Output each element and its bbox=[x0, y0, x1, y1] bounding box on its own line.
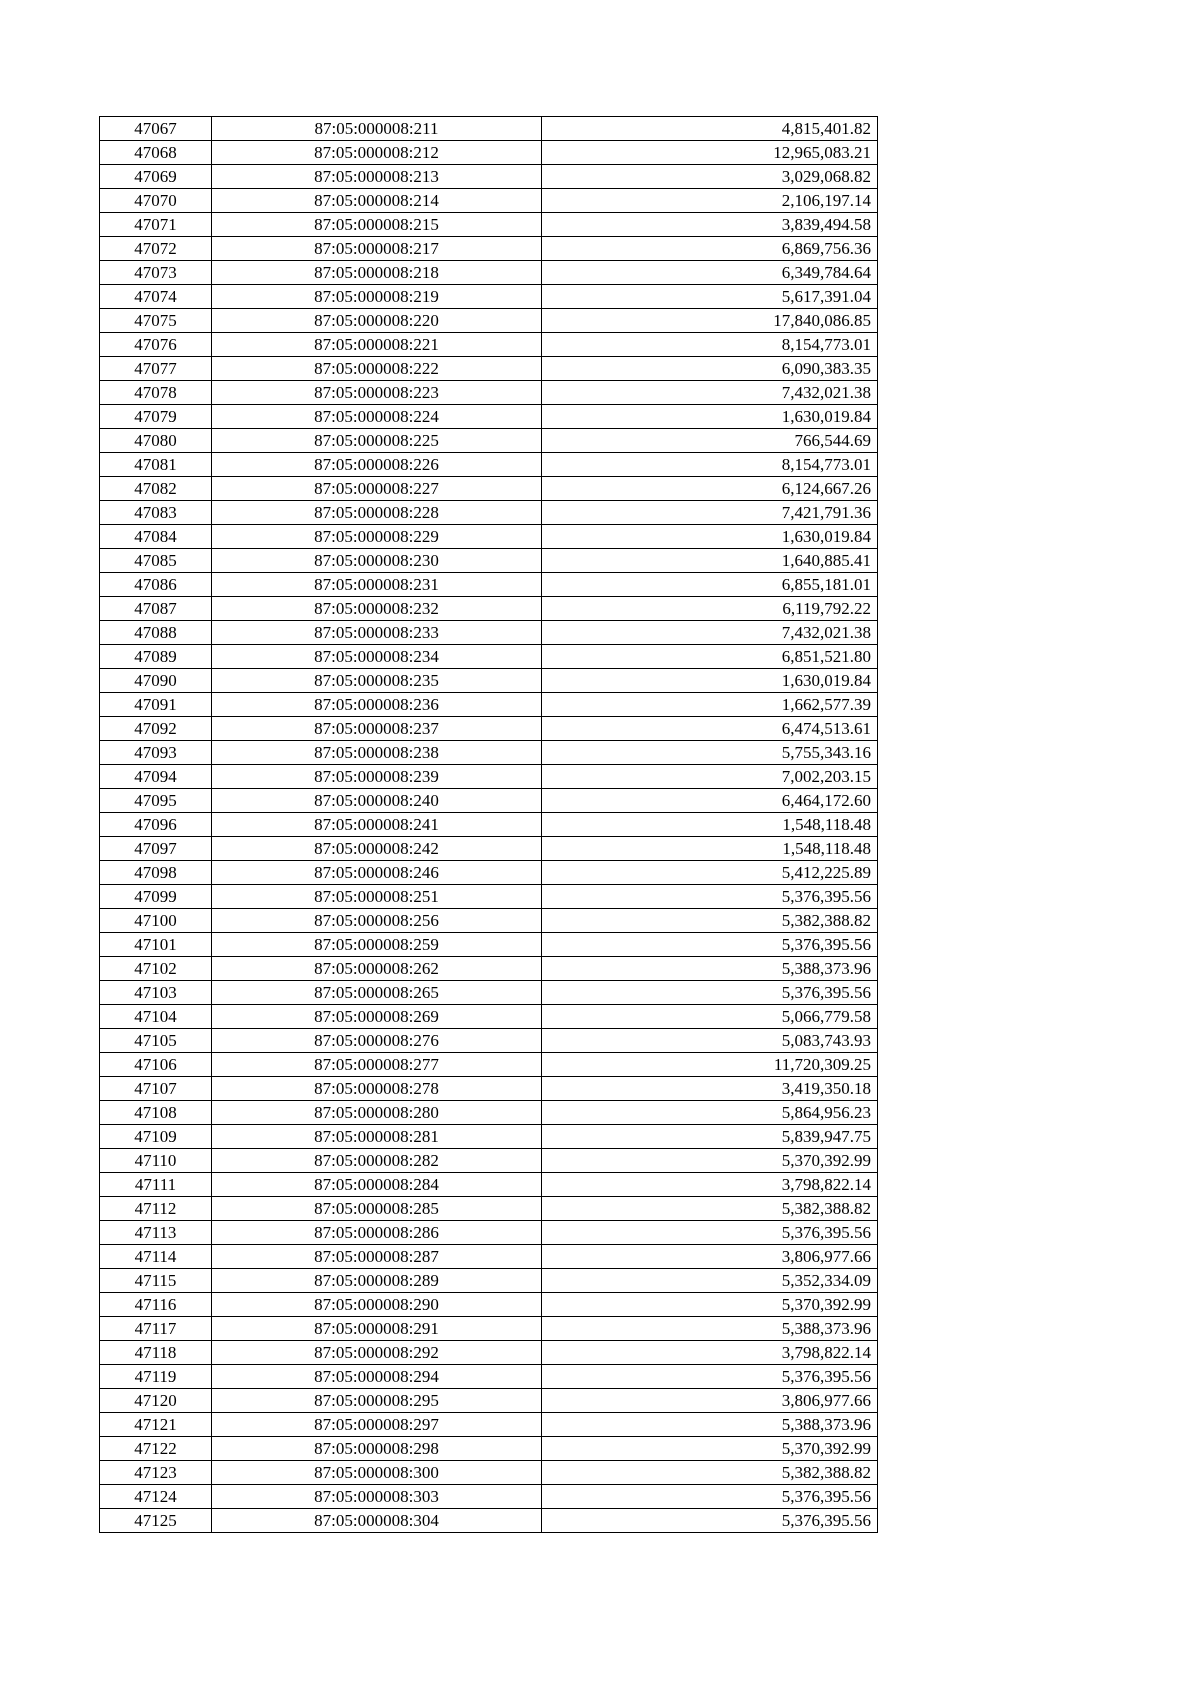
cadastral-number-cell: 87:05:000008:278 bbox=[212, 1077, 542, 1101]
cadastral-value-cell: 4,815,401.82 bbox=[542, 117, 878, 141]
cadastral-number-cell: 87:05:000008:289 bbox=[212, 1269, 542, 1293]
row-number-cell: 47090 bbox=[100, 669, 212, 693]
row-number-cell: 47088 bbox=[100, 621, 212, 645]
cadastral-number-cell: 87:05:000008:237 bbox=[212, 717, 542, 741]
cadastral-value-cell: 6,090,383.35 bbox=[542, 357, 878, 381]
row-number-cell: 47110 bbox=[100, 1149, 212, 1173]
cadastral-number-cell: 87:05:000008:218 bbox=[212, 261, 542, 285]
table-row bbox=[100, 861, 878, 885]
table-row bbox=[100, 1149, 878, 1173]
cadastral-number-cell: 87:05:000008:265 bbox=[212, 981, 542, 1005]
row-number-cell: 47119 bbox=[100, 1365, 212, 1389]
cadastral-value-cell: 5,066,779.58 bbox=[542, 1005, 878, 1029]
row-number-cell: 47097 bbox=[100, 837, 212, 861]
cadastral-number-cell: 87:05:000008:304 bbox=[212, 1509, 542, 1533]
table-row bbox=[100, 309, 878, 333]
cadastral-number-cell: 87:05:000008:291 bbox=[212, 1317, 542, 1341]
table-row bbox=[100, 1005, 878, 1029]
table-row bbox=[100, 213, 878, 237]
cadastral-value-cell: 1,640,885.41 bbox=[542, 549, 878, 573]
cadastral-number-cell: 87:05:000008:259 bbox=[212, 933, 542, 957]
table-row bbox=[100, 717, 878, 741]
row-number-cell: 47120 bbox=[100, 1389, 212, 1413]
cadastral-number-cell: 87:05:000008:221 bbox=[212, 333, 542, 357]
cadastral-value-cell: 5,755,343.16 bbox=[542, 741, 878, 765]
table-row bbox=[100, 645, 878, 669]
row-number-cell: 47103 bbox=[100, 981, 212, 1005]
table-row bbox=[100, 1101, 878, 1125]
table-row bbox=[100, 1221, 878, 1245]
table-row bbox=[100, 1293, 878, 1317]
cadastral-number-cell: 87:05:000008:234 bbox=[212, 645, 542, 669]
row-number-cell: 47091 bbox=[100, 693, 212, 717]
table-row bbox=[100, 1197, 878, 1221]
table-row bbox=[100, 477, 878, 501]
cadastral-number-cell: 87:05:000008:227 bbox=[212, 477, 542, 501]
table-row bbox=[100, 813, 878, 837]
cadastral-value-cell: 7,432,021.38 bbox=[542, 621, 878, 645]
cadastral-value-cell: 3,029,068.82 bbox=[542, 165, 878, 189]
table-body bbox=[100, 117, 878, 1533]
row-number-cell: 47109 bbox=[100, 1125, 212, 1149]
cadastral-number-cell: 87:05:000008:214 bbox=[212, 189, 542, 213]
cadastral-value-cell: 7,002,203.15 bbox=[542, 765, 878, 789]
row-number-cell: 47114 bbox=[100, 1245, 212, 1269]
row-number-cell: 47112 bbox=[100, 1197, 212, 1221]
row-number-cell: 47083 bbox=[100, 501, 212, 525]
cadastral-value-cell: 1,630,019.84 bbox=[542, 525, 878, 549]
cadastral-value-cell: 5,083,743.93 bbox=[542, 1029, 878, 1053]
cadastral-value-cell: 6,851,521.80 bbox=[542, 645, 878, 669]
cadastral-value-cell: 1,662,577.39 bbox=[542, 693, 878, 717]
cadastral-number-cell: 87:05:000008:300 bbox=[212, 1461, 542, 1485]
row-number-cell: 47117 bbox=[100, 1317, 212, 1341]
table-row bbox=[100, 405, 878, 429]
row-number-cell: 47108 bbox=[100, 1101, 212, 1125]
row-number-cell: 47084 bbox=[100, 525, 212, 549]
table-row bbox=[100, 525, 878, 549]
cadastral-value-cell: 12,965,083.21 bbox=[542, 141, 878, 165]
row-number-cell: 47069 bbox=[100, 165, 212, 189]
table-row bbox=[100, 573, 878, 597]
row-number-cell: 47096 bbox=[100, 813, 212, 837]
table-row bbox=[100, 333, 878, 357]
cadastral-value-cell: 3,806,977.66 bbox=[542, 1389, 878, 1413]
row-number-cell: 47082 bbox=[100, 477, 212, 501]
table-row bbox=[100, 885, 878, 909]
table-row bbox=[100, 1245, 878, 1269]
row-number-cell: 47071 bbox=[100, 213, 212, 237]
row-number-cell: 47074 bbox=[100, 285, 212, 309]
cadastral-value-cell: 5,376,395.56 bbox=[542, 885, 878, 909]
cadastral-number-cell: 87:05:000008:225 bbox=[212, 429, 542, 453]
cadastral-value-cell: 5,376,395.56 bbox=[542, 1485, 878, 1509]
cadastral-number-cell: 87:05:000008:242 bbox=[212, 837, 542, 861]
cadastral-value-cell: 5,370,392.99 bbox=[542, 1437, 878, 1461]
cadastral-number-cell: 87:05:000008:280 bbox=[212, 1101, 542, 1125]
cadastral-value-table bbox=[99, 116, 878, 1533]
cadastral-value-cell: 5,376,395.56 bbox=[542, 1365, 878, 1389]
table-row bbox=[100, 189, 878, 213]
row-number-cell: 47094 bbox=[100, 765, 212, 789]
row-number-cell: 47106 bbox=[100, 1053, 212, 1077]
cadastral-number-cell: 87:05:000008:256 bbox=[212, 909, 542, 933]
row-number-cell: 47067 bbox=[100, 117, 212, 141]
cadastral-number-cell: 87:05:000008:230 bbox=[212, 549, 542, 573]
cadastral-value-cell: 3,419,350.18 bbox=[542, 1077, 878, 1101]
cadastral-value-cell: 3,798,822.14 bbox=[542, 1341, 878, 1365]
table-row bbox=[100, 261, 878, 285]
row-number-cell: 47087 bbox=[100, 597, 212, 621]
cadastral-value-cell: 5,376,395.56 bbox=[542, 1509, 878, 1533]
row-number-cell: 47076 bbox=[100, 333, 212, 357]
cadastral-value-cell: 5,388,373.96 bbox=[542, 1317, 878, 1341]
cadastral-number-cell: 87:05:000008:235 bbox=[212, 669, 542, 693]
cadastral-number-cell: 87:05:000008:292 bbox=[212, 1341, 542, 1365]
cadastral-value-cell: 1,548,118.48 bbox=[542, 837, 878, 861]
cadastral-value-cell: 5,839,947.75 bbox=[542, 1125, 878, 1149]
table-row bbox=[100, 621, 878, 645]
cadastral-number-cell: 87:05:000008:282 bbox=[212, 1149, 542, 1173]
row-number-cell: 47093 bbox=[100, 741, 212, 765]
cadastral-value-cell: 5,382,388.82 bbox=[542, 1461, 878, 1485]
cadastral-value-cell: 8,154,773.01 bbox=[542, 453, 878, 477]
cadastral-number-cell: 87:05:000008:220 bbox=[212, 309, 542, 333]
cadastral-value-cell: 11,720,309.25 bbox=[542, 1053, 878, 1077]
table-row bbox=[100, 357, 878, 381]
row-number-cell: 47101 bbox=[100, 933, 212, 957]
row-number-cell: 47124 bbox=[100, 1485, 212, 1509]
table-row bbox=[100, 1173, 878, 1197]
row-number-cell: 47081 bbox=[100, 453, 212, 477]
row-number-cell: 47073 bbox=[100, 261, 212, 285]
table-row bbox=[100, 1029, 878, 1053]
table-row bbox=[100, 789, 878, 813]
cadastral-number-cell: 87:05:000008:229 bbox=[212, 525, 542, 549]
row-number-cell: 47079 bbox=[100, 405, 212, 429]
cadastral-value-cell: 5,352,334.09 bbox=[542, 1269, 878, 1293]
cadastral-value-cell: 17,840,086.85 bbox=[542, 309, 878, 333]
cadastral-number-cell: 87:05:000008:286 bbox=[212, 1221, 542, 1245]
table-row bbox=[100, 909, 878, 933]
cadastral-number-cell: 87:05:000008:212 bbox=[212, 141, 542, 165]
table-row bbox=[100, 117, 878, 141]
table-row bbox=[100, 1365, 878, 1389]
cadastral-number-cell: 87:05:000008:281 bbox=[212, 1125, 542, 1149]
cadastral-value-cell: 6,474,513.61 bbox=[542, 717, 878, 741]
cadastral-number-cell: 87:05:000008:238 bbox=[212, 741, 542, 765]
cadastral-value-cell: 5,388,373.96 bbox=[542, 1413, 878, 1437]
cadastral-number-cell: 87:05:000008:294 bbox=[212, 1365, 542, 1389]
row-number-cell: 47100 bbox=[100, 909, 212, 933]
row-number-cell: 47113 bbox=[100, 1221, 212, 1245]
cadastral-value-cell: 6,124,667.26 bbox=[542, 477, 878, 501]
cadastral-value-cell: 5,382,388.82 bbox=[542, 1197, 878, 1221]
cadastral-number-cell: 87:05:000008:241 bbox=[212, 813, 542, 837]
table-row bbox=[100, 1125, 878, 1149]
table-row bbox=[100, 837, 878, 861]
cadastral-number-cell: 87:05:000008:233 bbox=[212, 621, 542, 645]
cadastral-number-cell: 87:05:000008:277 bbox=[212, 1053, 542, 1077]
row-number-cell: 47115 bbox=[100, 1269, 212, 1293]
cadastral-number-cell: 87:05:000008:223 bbox=[212, 381, 542, 405]
cadastral-number-cell: 87:05:000008:262 bbox=[212, 957, 542, 981]
cadastral-value-cell: 6,349,784.64 bbox=[542, 261, 878, 285]
row-number-cell: 47121 bbox=[100, 1413, 212, 1437]
row-number-cell: 47089 bbox=[100, 645, 212, 669]
row-number-cell: 47107 bbox=[100, 1077, 212, 1101]
cadastral-number-cell: 87:05:000008:211 bbox=[212, 117, 542, 141]
cadastral-number-cell: 87:05:000008:231 bbox=[212, 573, 542, 597]
cadastral-value-cell: 2,106,197.14 bbox=[542, 189, 878, 213]
row-number-cell: 47095 bbox=[100, 789, 212, 813]
row-number-cell: 47116 bbox=[100, 1293, 212, 1317]
cadastral-number-cell: 87:05:000008:295 bbox=[212, 1389, 542, 1413]
row-number-cell: 47086 bbox=[100, 573, 212, 597]
table-row bbox=[100, 981, 878, 1005]
cadastral-value-cell: 5,864,956.23 bbox=[542, 1101, 878, 1125]
cadastral-number-cell: 87:05:000008:232 bbox=[212, 597, 542, 621]
row-number-cell: 47077 bbox=[100, 357, 212, 381]
table-row bbox=[100, 669, 878, 693]
table-row bbox=[100, 165, 878, 189]
table-row bbox=[100, 381, 878, 405]
cadastral-value-cell: 3,806,977.66 bbox=[542, 1245, 878, 1269]
row-number-cell: 47078 bbox=[100, 381, 212, 405]
cadastral-number-cell: 87:05:000008:287 bbox=[212, 1245, 542, 1269]
cadastral-number-cell: 87:05:000008:215 bbox=[212, 213, 542, 237]
table-row bbox=[100, 1461, 878, 1485]
cadastral-number-cell: 87:05:000008:276 bbox=[212, 1029, 542, 1053]
cadastral-number-cell: 87:05:000008:303 bbox=[212, 1485, 542, 1509]
table-row bbox=[100, 597, 878, 621]
cadastral-value-cell: 5,412,225.89 bbox=[542, 861, 878, 885]
table-row bbox=[100, 237, 878, 261]
table-row bbox=[100, 1413, 878, 1437]
cadastral-number-cell: 87:05:000008:236 bbox=[212, 693, 542, 717]
table-row bbox=[100, 453, 878, 477]
table-row bbox=[100, 1053, 878, 1077]
cadastral-value-cell: 6,855,181.01 bbox=[542, 573, 878, 597]
cadastral-value-cell: 5,376,395.56 bbox=[542, 1221, 878, 1245]
table-row bbox=[100, 501, 878, 525]
cadastral-value-cell: 5,376,395.56 bbox=[542, 933, 878, 957]
cadastral-value-cell: 1,630,019.84 bbox=[542, 405, 878, 429]
cadastral-number-cell: 87:05:000008:290 bbox=[212, 1293, 542, 1317]
cadastral-value-cell: 3,839,494.58 bbox=[542, 213, 878, 237]
row-number-cell: 47118 bbox=[100, 1341, 212, 1365]
row-number-cell: 47070 bbox=[100, 189, 212, 213]
cadastral-value-cell: 8,154,773.01 bbox=[542, 333, 878, 357]
cadastral-value-cell: 5,388,373.96 bbox=[542, 957, 878, 981]
row-number-cell: 47104 bbox=[100, 1005, 212, 1029]
cadastral-number-cell: 87:05:000008:213 bbox=[212, 165, 542, 189]
cadastral-value-cell: 766,544.69 bbox=[542, 429, 878, 453]
cadastral-value-cell: 5,370,392.99 bbox=[542, 1149, 878, 1173]
cadastral-number-cell: 87:05:000008:226 bbox=[212, 453, 542, 477]
cadastral-number-cell: 87:05:000008:251 bbox=[212, 885, 542, 909]
cadastral-value-cell: 5,617,391.04 bbox=[542, 285, 878, 309]
table-row bbox=[100, 933, 878, 957]
cadastral-value-cell: 5,370,392.99 bbox=[542, 1293, 878, 1317]
table-row bbox=[100, 1077, 878, 1101]
row-number-cell: 47122 bbox=[100, 1437, 212, 1461]
row-number-cell: 47125 bbox=[100, 1509, 212, 1533]
cadastral-number-cell: 87:05:000008:246 bbox=[212, 861, 542, 885]
cadastral-number-cell: 87:05:000008:298 bbox=[212, 1437, 542, 1461]
cadastral-value-cell: 7,432,021.38 bbox=[542, 381, 878, 405]
cadastral-value-cell: 6,869,756.36 bbox=[542, 237, 878, 261]
table-row bbox=[100, 285, 878, 309]
cadastral-value-cell: 3,798,822.14 bbox=[542, 1173, 878, 1197]
table-row bbox=[100, 1341, 878, 1365]
row-number-cell: 47123 bbox=[100, 1461, 212, 1485]
cadastral-number-cell: 87:05:000008:219 bbox=[212, 285, 542, 309]
cadastral-number-cell: 87:05:000008:217 bbox=[212, 237, 542, 261]
table-row bbox=[100, 429, 878, 453]
table-row bbox=[100, 1389, 878, 1413]
table-row bbox=[100, 1509, 878, 1533]
row-number-cell: 47080 bbox=[100, 429, 212, 453]
row-number-cell: 47072 bbox=[100, 237, 212, 261]
table-row bbox=[100, 1485, 878, 1509]
cadastral-number-cell: 87:05:000008:228 bbox=[212, 501, 542, 525]
row-number-cell: 47111 bbox=[100, 1173, 212, 1197]
cadastral-number-cell: 87:05:000008:239 bbox=[212, 765, 542, 789]
table-row bbox=[100, 957, 878, 981]
table-row bbox=[100, 1317, 878, 1341]
row-number-cell: 47099 bbox=[100, 885, 212, 909]
row-number-cell: 47098 bbox=[100, 861, 212, 885]
table-row bbox=[100, 1437, 878, 1461]
row-number-cell: 47102 bbox=[100, 957, 212, 981]
row-number-cell: 47075 bbox=[100, 309, 212, 333]
cadastral-value-cell: 5,376,395.56 bbox=[542, 981, 878, 1005]
cadastral-value-cell: 6,464,172.60 bbox=[542, 789, 878, 813]
cadastral-number-cell: 87:05:000008:224 bbox=[212, 405, 542, 429]
cadastral-number-cell: 87:05:000008:269 bbox=[212, 1005, 542, 1029]
cadastral-value-cell: 1,548,118.48 bbox=[542, 813, 878, 837]
table-row bbox=[100, 1269, 878, 1293]
cadastral-value-cell: 7,421,791.36 bbox=[542, 501, 878, 525]
cadastral-number-cell: 87:05:000008:240 bbox=[212, 789, 542, 813]
cadastral-number-cell: 87:05:000008:285 bbox=[212, 1197, 542, 1221]
row-number-cell: 47105 bbox=[100, 1029, 212, 1053]
cadastral-value-cell: 5,382,388.82 bbox=[542, 909, 878, 933]
cadastral-value-cell: 1,630,019.84 bbox=[542, 669, 878, 693]
cadastral-number-cell: 87:05:000008:297 bbox=[212, 1413, 542, 1437]
cadastral-number-cell: 87:05:000008:284 bbox=[212, 1173, 542, 1197]
row-number-cell: 47092 bbox=[100, 717, 212, 741]
row-number-cell: 47068 bbox=[100, 141, 212, 165]
row-number-cell: 47085 bbox=[100, 549, 212, 573]
table-row bbox=[100, 693, 878, 717]
cadastral-value-cell: 6,119,792.22 bbox=[542, 597, 878, 621]
table-row bbox=[100, 141, 878, 165]
cadastral-number-cell: 87:05:000008:222 bbox=[212, 357, 542, 381]
table-row bbox=[100, 549, 878, 573]
table-row bbox=[100, 765, 878, 789]
table-row bbox=[100, 741, 878, 765]
